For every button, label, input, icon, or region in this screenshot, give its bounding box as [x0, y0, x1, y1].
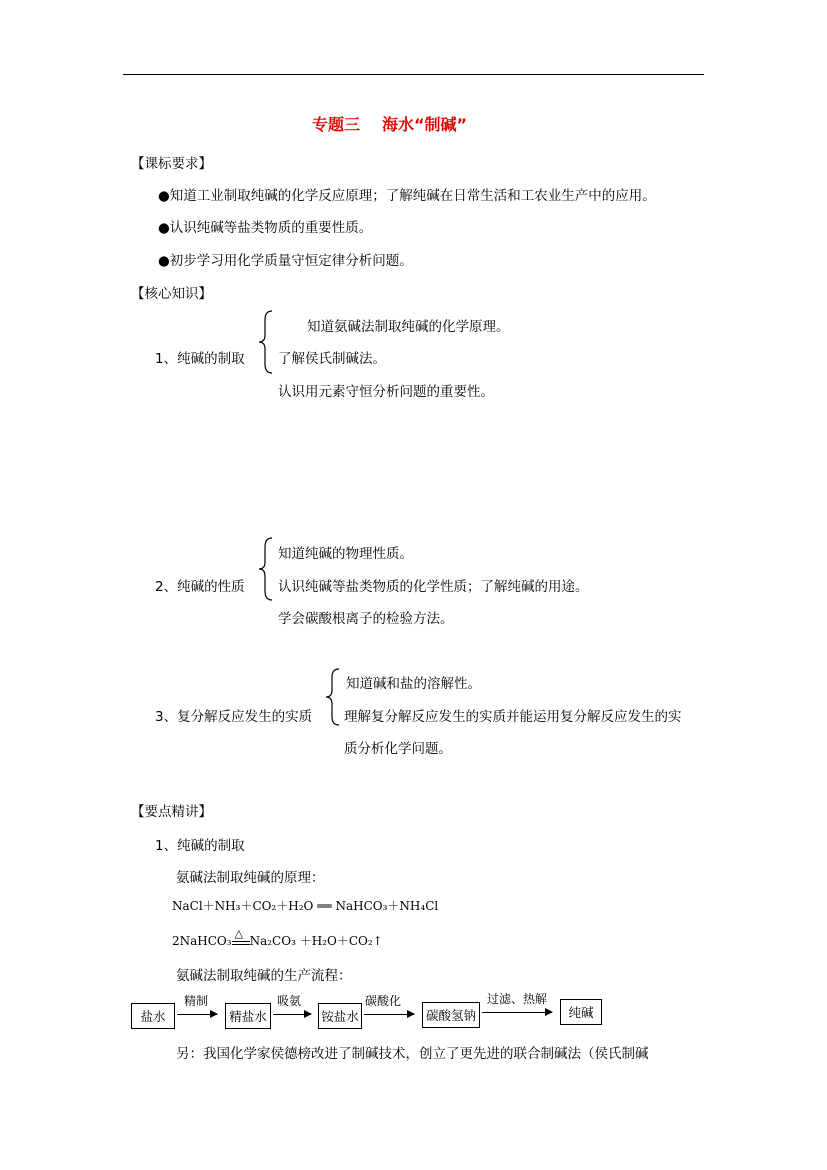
equation-1: NaCl＋NH₃＋CO₂＋H₂O ══ NaHCO₃＋NH₄Cl [172, 899, 439, 913]
flow-box-soda-ash: 纯碱 [560, 999, 602, 1025]
principle-label: 氨碱法制取纯碱的原理： [176, 870, 325, 886]
heat-symbol: △ [234, 927, 244, 940]
equation-2-left: 2NaHCO₃ [172, 934, 232, 948]
core-item: 了解侯氏制碱法。 [278, 351, 386, 367]
flow-box-sodium-bicarbonate: 碳酸氢钠 [422, 1002, 480, 1028]
flow-label: 碳酸化 [365, 994, 402, 1008]
flow-label: 吸氨 [277, 994, 302, 1008]
flow-box-refined-brine: 精盐水 [225, 1003, 271, 1029]
arrow-right-icon [364, 1014, 414, 1015]
arrow-right-icon [177, 1014, 217, 1015]
core-group-label: 1、纯碱的制取 [155, 351, 245, 367]
section-key-points: 【要点精讲】 [131, 804, 212, 820]
heat-condition [232, 927, 250, 945]
flow-label: 过滤、热解 [487, 992, 548, 1006]
flow-box-brine: 盐水 [131, 1003, 175, 1029]
core-item: 知道碱和盐的溶解性。 [346, 676, 481, 692]
equation-2-right: Na₂CO₃ ＋H₂O＋CO₂↑ [249, 934, 383, 948]
section-curriculum: 【课标要求】 [131, 156, 212, 172]
core-item: 学会碳酸根离子的检验方法。 [278, 611, 454, 627]
brace-icon [258, 537, 274, 601]
title-part2: 海水“制碱” [382, 115, 468, 134]
core-item: 知道纯碱的物理性质。 [278, 546, 413, 562]
title-part1: 专题三 [312, 115, 361, 134]
core-group-label: 2、纯碱的性质 [155, 579, 245, 595]
core-item: 认识用元素守恒分析问题的重要性。 [278, 384, 494, 400]
note-text: 另：我国化学家侯德榜改进了制碱技术，创立了更先进的联合制碱法（侯氏制碱 [176, 1046, 649, 1062]
flow-box-ammonia-brine: 铵盐水 [318, 1003, 362, 1029]
key-subheading: 1、纯碱的制取 [155, 838, 245, 854]
header-rule [123, 74, 704, 75]
core-item: 认识纯碱等盐类物质的化学性质；了解纯碱的用途。 [278, 579, 589, 595]
brace-icon [325, 668, 341, 726]
page-title [312, 112, 467, 135]
flow-label: 精制 [184, 994, 209, 1008]
brace-icon [258, 310, 274, 374]
arrow-right-icon [273, 1014, 311, 1015]
curriculum-item: ●初步学习用化学质量守恒定律分析问题。 [158, 253, 413, 269]
process-label: 氨碱法制取纯碱的生产流程： [176, 968, 352, 984]
curriculum-item: ●认识纯碱等盐类物质的重要性质。 [158, 220, 373, 236]
equation-2 [172, 927, 383, 949]
section-core: 【核心知识】 [131, 286, 212, 302]
curriculum-item: ●知道工业制取纯碱的化学反应原理；了解纯碱在日常生活和工农业生产中的应用。 [158, 188, 656, 204]
arrow-right-icon [482, 1012, 552, 1013]
core-item: 质分析化学问题。 [344, 741, 452, 757]
core-item: 理解复分解反应发生的实质并能运用复分解反应发生的实 [344, 709, 682, 725]
core-group-label: 3、复分解反应发生的实质 [155, 709, 313, 725]
core-item: 知道氨碱法制取纯碱的化学原理。 [307, 319, 510, 335]
